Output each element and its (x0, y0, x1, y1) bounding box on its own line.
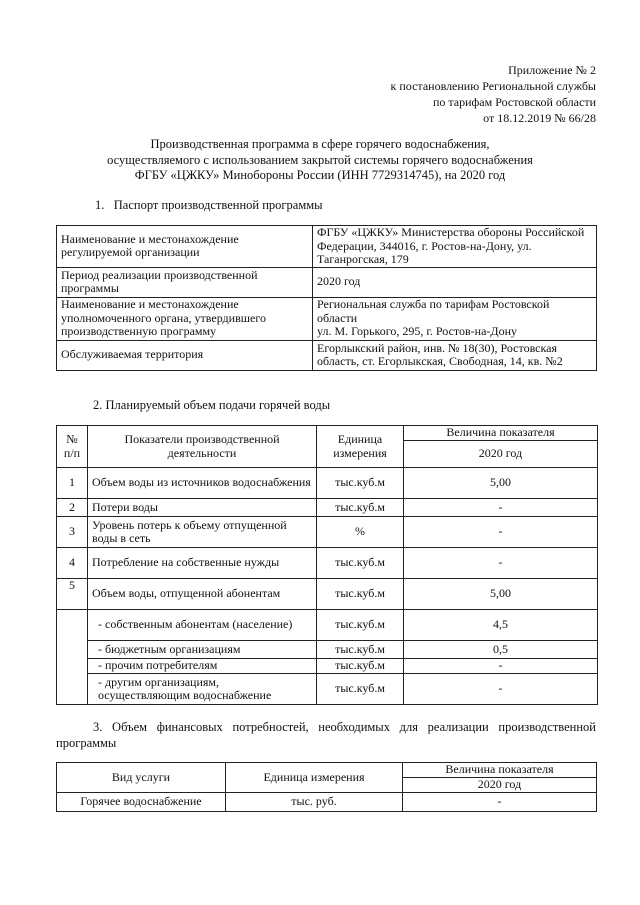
col-header-value: Величина показателя (403, 763, 597, 778)
water-volume-table (56, 425, 598, 705)
row-label: Период реализации производственной программы (57, 267, 313, 297)
financial-table (56, 762, 597, 812)
col-header-unit: Единица измерения (317, 426, 404, 468)
row-unit: % (317, 517, 404, 548)
appendix-line: к постановлению Региональной службы (390, 79, 596, 93)
section-1-heading: 1. Паспорт производственной программы (95, 198, 323, 212)
table-row (57, 499, 598, 517)
table-row (57, 226, 597, 268)
row-label: Объем воды, отпущенной абонентам (88, 579, 317, 610)
row-num: 1 (57, 468, 88, 499)
row-unit: тыс.куб.м (317, 499, 404, 517)
row-num: 3 (57, 517, 88, 548)
col-header-unit: Единица измерения (226, 763, 403, 793)
col-header-num: № п/п (57, 426, 88, 468)
appendix-line: Приложение № 2 (508, 63, 596, 77)
table-row (57, 517, 598, 548)
row-unit: тыс.куб.м (317, 468, 404, 499)
row-value: 5,00 (404, 579, 598, 610)
row-value (313, 297, 597, 340)
row-service: Горячее водоснабжение (57, 793, 226, 812)
row-label: Потребление на собственные нужды (88, 548, 317, 579)
table-subrow (57, 659, 598, 674)
table-row (57, 468, 598, 499)
row-unit: тыс.куб.м (317, 548, 404, 579)
row-num: 4 (57, 548, 88, 579)
row-label: Наименование и местонахождение уполномоченного органа, утвердившего производственную программу (57, 297, 313, 340)
col-header-indicator: Показатели производственной деятельности (88, 426, 317, 468)
section-3-heading: 3. Объем финансовых потребностей, необходимых для реализации производственной программы (56, 720, 596, 750)
table-row (57, 267, 597, 297)
title-line: Производственная программа в сфере горячего водоснабжения, (150, 137, 490, 151)
table-subrow (57, 610, 598, 641)
row-unit: тыс.куб.м (317, 579, 404, 610)
row-label: - другим организациям, осуществляющим водоснабжение (88, 674, 317, 705)
appendix-block (391, 62, 596, 126)
appendix-line: от 18.12.2019 № 66/28 (483, 111, 596, 125)
row-value: - (404, 659, 598, 674)
row-label: Потери воды (88, 499, 317, 517)
row-value: 2020 год (313, 267, 597, 297)
table-row (57, 579, 598, 610)
row-value: 4,5 (404, 610, 598, 641)
row-unit: тыс.куб.м (317, 641, 404, 659)
col-header-year: 2020 год (404, 441, 598, 468)
row-num: 5 (57, 579, 88, 610)
title-line: ФГБУ «ЦЖКУ» Минобороны России (ИНН 7729314745), на 2020 год (134, 168, 506, 182)
row-label: Наименование и местонахождение регулируемой организации (57, 226, 313, 268)
table-row (57, 340, 597, 370)
row-value-line: ул. М. Горького, 295, г. Ростов-на-Дону (317, 324, 517, 339)
document-title (40, 137, 600, 184)
row-value-line: Региональная служба по тарифам Ростовской области (317, 297, 550, 325)
appendix-line: по тарифам Ростовской области (432, 95, 596, 109)
col-header-year: 2020 год (403, 778, 597, 793)
row-label: - собственным абонентам (население) (88, 610, 317, 641)
table-header-row (57, 763, 597, 778)
row-unit: тыс. руб. (226, 793, 403, 812)
table-subrow (57, 641, 598, 659)
row-label: - прочим потребителям (88, 659, 317, 674)
passport-table (56, 225, 597, 371)
row-label: Уровень потерь к объему отпущенной воды в сеть (88, 517, 317, 548)
table-row (57, 793, 597, 812)
row-label: Обслуживаемая территория (57, 340, 313, 370)
row-value: - (404, 499, 598, 517)
row-unit: тыс.куб.м (317, 674, 404, 705)
row-label: Объем воды из источников водоснабжения (88, 468, 317, 499)
table-row (57, 297, 597, 340)
row-unit: тыс.куб.м (317, 610, 404, 641)
table-row (57, 548, 598, 579)
row-num-empty (57, 610, 88, 705)
row-num: 2 (57, 499, 88, 517)
col-header-value: Величина показателя (404, 426, 598, 441)
row-label: - бюджетным организациям (88, 641, 317, 659)
section-2-heading: 2. Планируемый объем подачи горячей воды (93, 398, 331, 412)
table-header-row (57, 426, 598, 441)
row-value: Егорлыкский район, инв. № 18(30), Ростовская область, ст. Егорлыкская, Свободная, 14, кв. №2 (313, 340, 597, 370)
title-line: осуществляемого с использованием закрытой системы горячего водоснабжения (107, 152, 533, 167)
row-value: - (404, 517, 598, 548)
row-value: ФГБУ «ЦЖКУ» Министерства обороны Российской Федерации, 344016, г. Ростов-на-Дону, ул. Таганрогская, 179 (313, 226, 597, 268)
table-subrow (57, 674, 598, 705)
row-value: 0,5 (404, 641, 598, 659)
row-value: - (404, 548, 598, 579)
row-value: 5,00 (404, 468, 598, 499)
col-header-service: Вид услуги (57, 763, 226, 793)
row-unit: тыс.куб.м (317, 659, 404, 674)
row-value: - (403, 793, 597, 812)
row-value: - (404, 674, 598, 705)
